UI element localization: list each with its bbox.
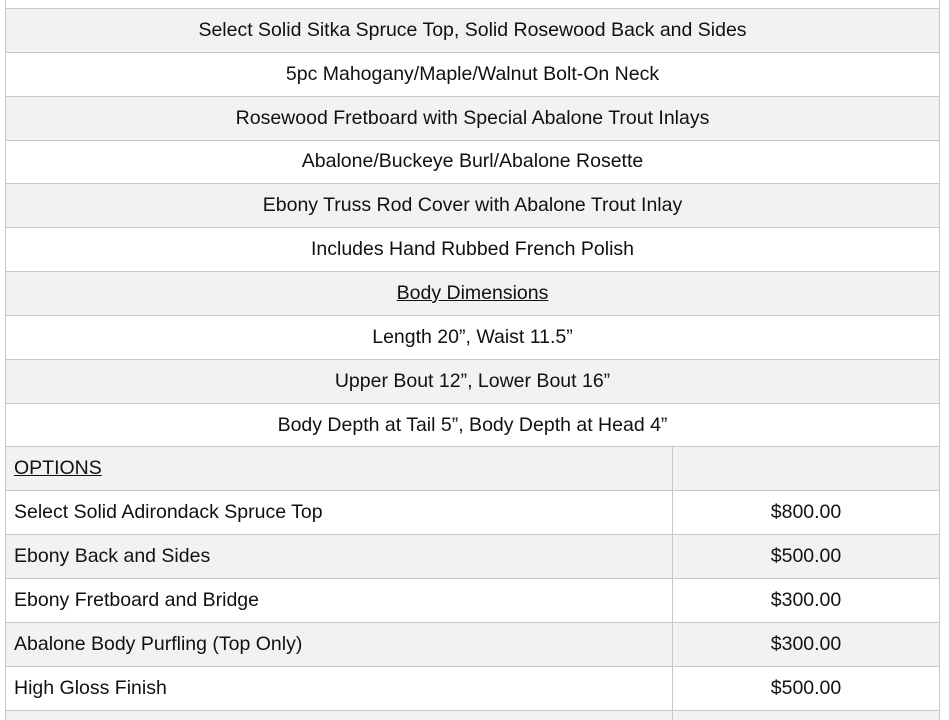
dimension-row (5, 315, 940, 359)
option-name-cell (6, 579, 673, 622)
option-price: $500.00 (770, 545, 842, 568)
option-price-cell (673, 579, 939, 622)
option-row (5, 490, 940, 534)
option-price: $300.00 (770, 632, 842, 655)
option-name-cell (6, 667, 673, 710)
option-price-cell (673, 667, 939, 710)
spec-text: Includes Hand Rubbed French Polish (310, 238, 635, 261)
option-name: Ebony Back and Sides (14, 545, 211, 568)
option-price-cell (673, 623, 939, 666)
spec-text: 5pc Mahogany/Maple/Walnut Bolt-On Neck (285, 62, 660, 85)
option-price: $800.00 (770, 501, 842, 524)
spec-text: Select Solid Sitka Spruce Top, Solid Rosewood Back and Sides (198, 18, 747, 41)
spec-row (5, 227, 940, 271)
option-name-cell (6, 623, 673, 666)
spec-row (5, 96, 940, 140)
option-price: $300.00 (770, 588, 842, 611)
dimension-text: Upper Bout 12”, Lower Bout 16” (334, 369, 611, 392)
spec-text: Rosewood Fretboard with Special Abalone Trout Inlays (235, 106, 710, 129)
option-price: $500.00 (770, 676, 842, 699)
table-top-edge (5, 0, 940, 8)
options-heading-row (5, 446, 940, 490)
spec-row (5, 8, 940, 52)
option-price-cell (673, 535, 939, 578)
option-name: Select Solid Adirondack Spruce Top (14, 501, 323, 524)
option-name: Ebony Fretboard and Bridge (14, 588, 259, 611)
dimension-text: Body Depth at Tail 5”, Body Depth at Head 4” (277, 413, 668, 436)
option-name-cell (6, 535, 673, 578)
option-name: High Gloss Finish (14, 676, 167, 699)
dimension-text: Length 20”, Waist 11.5” (372, 325, 573, 348)
spec-text: Abalone/Buckeye Burl/Abalone Rosette (301, 150, 644, 173)
option-row (5, 578, 940, 622)
option-price-cell (673, 491, 939, 534)
dimension-row (5, 359, 940, 403)
spec-text: Ebony Truss Rod Cover with Abalone Trout Inlay (262, 194, 683, 217)
options-heading-price-cell (673, 447, 939, 490)
spec-row (5, 183, 940, 227)
option-name: Abalone Body Purfling (Top Only) (14, 632, 303, 655)
body-dimensions-heading-row (5, 271, 940, 315)
options-heading: OPTIONS (14, 457, 102, 480)
spec-table (5, 8, 940, 720)
table-bottom-edge-left (6, 711, 673, 720)
option-row (5, 534, 940, 578)
spec-row (5, 140, 940, 184)
dimension-row (5, 403, 940, 447)
spec-row (5, 52, 940, 96)
option-name-cell (6, 491, 673, 534)
body-dimensions-heading: Body Dimensions (396, 281, 549, 304)
options-heading-cell (6, 447, 673, 490)
option-row (5, 666, 940, 710)
option-row (5, 622, 940, 666)
